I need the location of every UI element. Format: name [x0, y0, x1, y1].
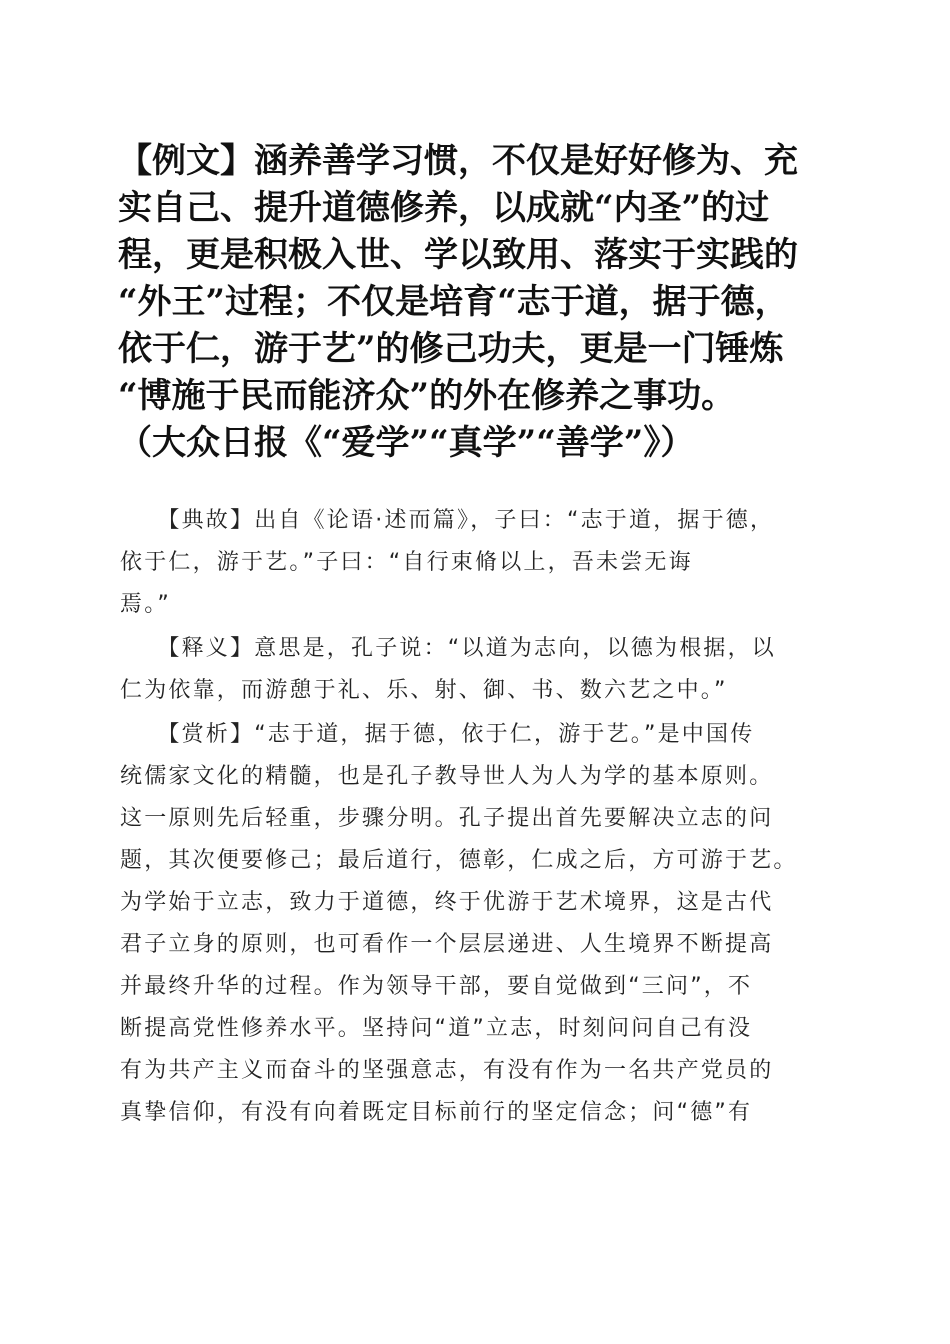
analysis-line: 【赏析】“志于道，据于德，依于仁，游于艺。”是中国传	[120, 722, 755, 747]
body-text	[120, 500, 840, 1134]
meaning-paragraph	[120, 628, 840, 712]
analysis-line: 这一原则先后轻重，步骤分明。孔子提出首先要解决立志的问	[120, 806, 774, 831]
allusion-paragraph	[120, 500, 840, 626]
allusion-line: 依于仁，游于艺。”子曰：“自行束脩以上，吾未尝无诲	[120, 550, 693, 575]
allusion-line: 焉。”	[120, 592, 171, 617]
analysis-line: 为学始于立志，致力于道德，终于优游于艺术境界，这是古代	[120, 890, 774, 915]
analysis-line: 君子立身的原则，也可看作一个层层递进、人生境界不断提高	[120, 932, 774, 957]
example-line: “博施于民而能济众”的外在修养之事功。	[118, 376, 736, 416]
example-line: 实自己、提升道德修养，以成就“内圣”的过	[118, 188, 770, 228]
example-line: 依于仁，游于艺”的修己功夫，更是一门锤炼	[118, 329, 784, 369]
allusion-line: 【典故】出自《论语·述而篇》，子曰：“志于道，据于德，	[120, 508, 775, 533]
analysis-paragraph	[120, 714, 840, 1134]
example-line: （大众日报《“爱学”“真学”“善学”》）	[118, 423, 695, 463]
meaning-line: 【释义】意思是，孔子说：“以道为志向，以德为根据，以	[120, 636, 776, 661]
analysis-line: 真挚信仰，有没有向着既定目标前行的坚定信念；问“德”有	[120, 1100, 753, 1125]
analysis-line: 并最终升华的过程。作为领导干部，要自觉做到“三问”，不	[120, 974, 753, 999]
analysis-line: 题，其次便要修己；最后道行，德彰，仁成之后，方可游于艺。	[120, 848, 798, 873]
example-line: 【例文】涵养善学习惯，不仅是好好修为、充	[118, 141, 798, 181]
example-line: 程，更是积极入世、学以致用、落实于实践的	[118, 235, 798, 275]
example-paragraph	[118, 138, 838, 467]
analysis-line: 有为共产主义而奋斗的坚强意志，有没有作为一名共产党员的	[120, 1058, 774, 1083]
example-line: “外王”过程；不仅是培育“志于道，据于德，	[118, 282, 789, 322]
meaning-line: 仁为依靠，而游憩于礼、乐、射、御、书、数六艺之中。”	[120, 678, 728, 703]
analysis-line: 断提高党性修养水平。坚持问“道”立志，时刻问问自己有没	[120, 1016, 753, 1041]
analysis-line: 统儒家文化的精髓，也是孔子教导世人为人为学的基本原则。	[120, 764, 774, 789]
